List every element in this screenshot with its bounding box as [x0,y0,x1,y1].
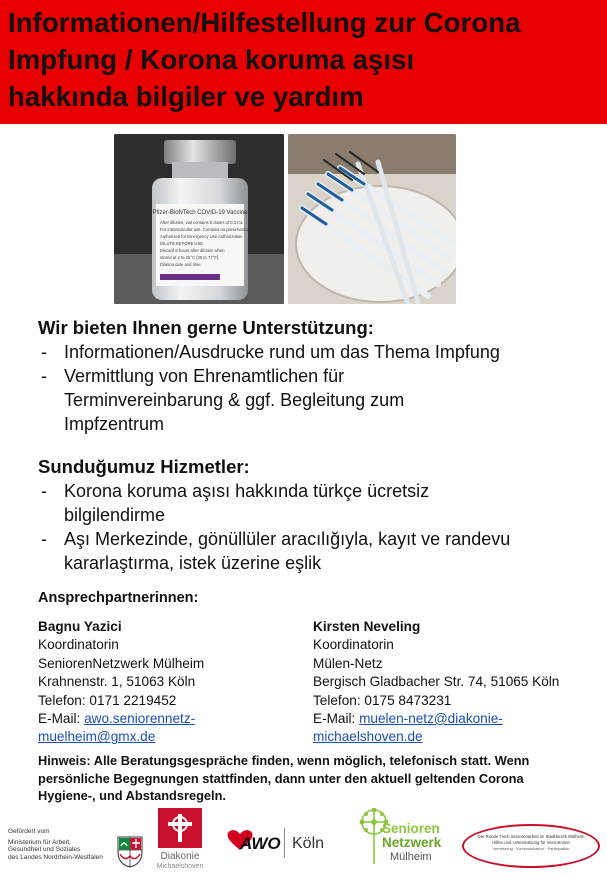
list-item: - Informationen/Ausdrucke rund um das Thema Impfung [38,340,584,364]
title-line-2: Impfung / Korona koruma aşısı [8,44,415,75]
list-item: - Vermittlung von Ehrenamtlichen für Terminvereinbarung & ggf. Begleitung zum Impfzentrum [38,364,474,436]
email-link-part1[interactable]: muelen-netz@diakonie- [359,711,503,727]
senioren-line-3: Mülheim [390,851,432,863]
senioren-line-2: Netzwerk [382,835,442,850]
email-label: E-Mail: [313,711,360,727]
contact-card-left [38,618,288,747]
contact-name: Kirsten Neveling [313,619,421,634]
list-item: - Aşı Merkezinde, gönüllüler aracılığıyla, kayıt ve randevu kararlaştırma, istek üzerine eşlik [38,527,514,575]
hygiene-note: Hinweis: Alle Beratungsgespräche finden, wenn möglich, telefonisch statt. Wenn persönliche Begegnungen stattfinden, dann unter den aktuell geltenden Corona Hygiene-, und Abstandsregeln. [38,753,530,803]
email-link-part2[interactable]: michaelshoven.de [313,729,423,745]
runder-tisch-subtitle: Hilfen und Unterstützung für SeniorInnen [492,840,570,845]
vial-label-line: Authorized for Emergency Use Authorization [160,234,243,239]
senioren-netzwerk-logo [352,804,452,876]
awo-text: AWO [240,834,281,853]
contact-address: Bergisch Gladbacher Str. 74, 51065 Köln [313,674,560,690]
diakonie-logo [150,808,210,874]
ministry-name [8,839,103,862]
vial-label-line: Discard 6 hours after dilution when [160,248,225,253]
runder-tisch-logo [462,824,600,868]
funded-by-label: Gefördert vom [8,828,50,835]
german-heading: Wir bieten Ihnen gerne Unterstützung: [38,317,374,338]
ministry-line: Gesundheit und Soziales [8,846,81,853]
turkish-services-list [38,479,578,575]
ministry-line: Ministerium für Arbeit, [8,838,71,846]
contact-organization: SeniorenNetzwerk Mülheim [38,655,205,671]
koeln-text: Köln [292,835,325,852]
runder-tisch-tags: Vernetzung · Kommunikation · Partizipation [492,846,570,851]
contact-role: Koordinatorin [38,637,119,653]
syringes-illustration [288,134,456,304]
ministry-credit [8,828,103,861]
ministry-line: des Landes Nordrhein-Westfalen [8,853,103,861]
contact-role: Koordinatorin [313,637,394,653]
senioren-line-1: Senioren [382,821,440,836]
awo-divider [284,828,285,858]
list-item: - Korona koruma aşısı hakkında türkçe ücretsiz bilgilendirme [38,479,514,527]
page-title [8,4,607,115]
contact-email-row-cont [38,728,288,746]
german-services [38,316,578,436]
contact-phone: Telefon: 0171 2219452 [38,692,177,708]
turkish-services [38,455,578,575]
vial-label-title: Pfizer-BioNTech COVID-19 Vaccine [152,210,248,216]
vaccine-vial-photo [114,134,284,304]
vaccine-vial-illustration [114,134,284,304]
contact-email-row [38,710,288,728]
diakonie-name: Diakonie [160,851,200,862]
email-link-part2[interactable]: muelheim@gmx.de [38,729,156,745]
email-link-part1[interactable]: awo.seniorennetz- [84,711,196,727]
contact-email-row-cont [313,728,598,746]
contact-card-right [313,618,598,747]
contacts-title: Ansprechpartnerinnen: [38,590,199,606]
title-line-3: hakkında bilgiler ve yardım [8,81,364,112]
email-label: E-Mail: [38,711,85,727]
vial-label-line: After dilution, vial contains 6 doses of 0.3 mL [160,220,244,225]
contact-email-row [313,710,598,728]
title-banner [0,0,607,124]
syringes-tray-photo [288,134,456,304]
german-services-list [38,340,578,436]
title-line-1: Informationen/Hilfestellung zur Corona [8,7,521,38]
contact-name: Bagnu Yazici [38,619,122,634]
vial-label-line: DILUTE BEFORE USE. [160,241,205,246]
contact-address: Krahnenstr. 1, 51063 Köln [38,674,196,690]
diakonie-subtitle: Michaelshoven [156,863,204,870]
diakonie-cross-icon [158,808,202,848]
vial-label-line: Dilution date and time: [160,262,202,267]
sponsor-logos [0,800,607,877]
nrw-coat-of-arms-icon [117,836,143,868]
vial-label-line: For intramuscular use. Contains no preservative [160,227,250,232]
turkish-heading: Sunduğumuz Hizmetler: [38,456,250,477]
contact-organization: Mülen-Netz [313,655,383,671]
runder-tisch-title: Der Runde Tisch Seniorenarbeit im Stadtbezirk Mülheim [477,834,585,839]
contact-phone: Telefon: 0175 8473231 [313,692,452,708]
awo-koeln-logo [224,824,334,864]
vial-label-line: stored at 2 to 25°C (35 to 77°F). [160,255,220,260]
